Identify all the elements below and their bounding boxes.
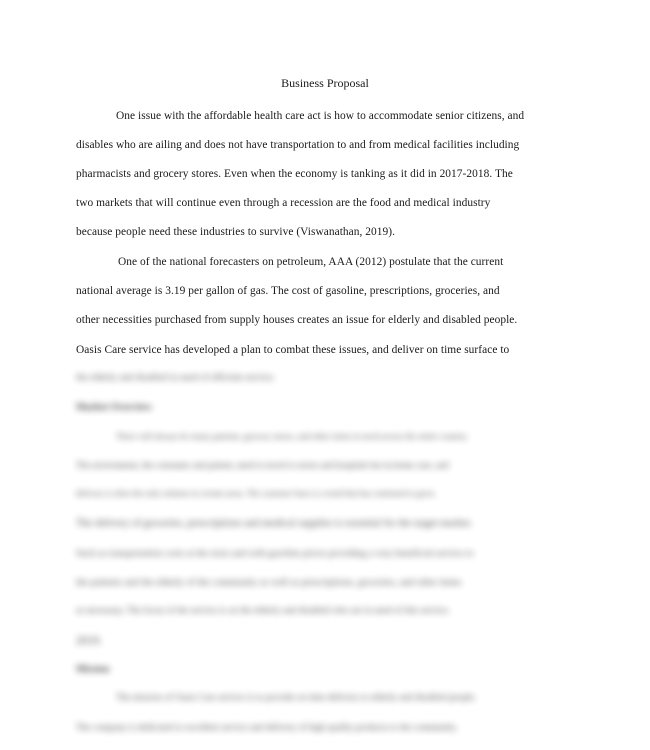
paragraph-1-line-2: disables who are ailing and does not have transportation to and from medical facilities including (76, 139, 520, 151)
blurred-paragraph-3-line-3: delivery is often the only solution in certain areas. The customer base is a trend that has continued to grow. (76, 489, 436, 498)
blurred-paragraph-3-line-6: the patients and the elderly of the community as well as prescriptions, groceries, and other items (76, 577, 462, 588)
paragraph-1-line-4: two markets that will continue even through a recession are the food and medical industry (76, 197, 491, 209)
blurred-paragraph-4-line-2: The company is dedicated to excellent service and delivery of high quality products to the community. (76, 722, 458, 732)
paragraph-1-line-1: One issue with the affordable health care act is how to accommodate senior citizens, and (116, 110, 525, 122)
blurred-paragraph-4-line-1: The mission of Oasis Care service is to provide on time delivery to elderly and disabled people. (116, 693, 477, 703)
blurred-paragraph-3-line-4: The delivery of groceries, prescriptions and medical supplies is essential for the target market. (76, 518, 473, 529)
blurred-paragraph-3-line-5: Such as transportation costs at the store and with gasoline prices providing a very beneficial service to (76, 548, 474, 559)
blurred-heading-mission: Mission (76, 664, 110, 675)
blurred-paragraph-3-line-8: 2019. (76, 635, 102, 647)
blurred-paragraph-3-line-1: There will always be many patients, grocery stores, and other items in need across the entire country. (116, 431, 469, 441)
paragraph-1-line-3: pharmacists and grocery stores. Even when the economy is tanking as it did in 2017-2018. The (76, 168, 513, 180)
paragraph-2-line-3: other necessities purchased from supply houses creates an issue for elderly and disabled people. (76, 314, 518, 326)
paragraph-2-line-1: One of the national forecasters on petroleum, AAA (2012) postulate that the current (118, 256, 504, 268)
paragraph-2-line-4: Oasis Care service has developed a plan to combat these issues, and deliver on time surface to (76, 344, 510, 356)
blurred-heading-market-overview: Market Overview (76, 402, 152, 413)
document-title: Business Proposal (281, 76, 369, 90)
paragraph-2-line-2: national average is 3.19 per gallon of gas. The cost of gasoline, prescriptions, groceries, and (76, 285, 500, 297)
paragraph-1-line-5: because people need these industries to survive (Viswanathan, 2019). (76, 226, 396, 238)
blurred-paragraph-3-line-2: The environment, the consumer and patient, need to travel to stores and hospitals but in-home care, and (76, 460, 449, 470)
blurred-line: the elderly and disabled in need of efficient service. (76, 373, 276, 383)
blurred-paragraph-3-line-7: as necessary. The focus of the service is on the elderly and disabled who are in need of this service. (76, 606, 450, 616)
